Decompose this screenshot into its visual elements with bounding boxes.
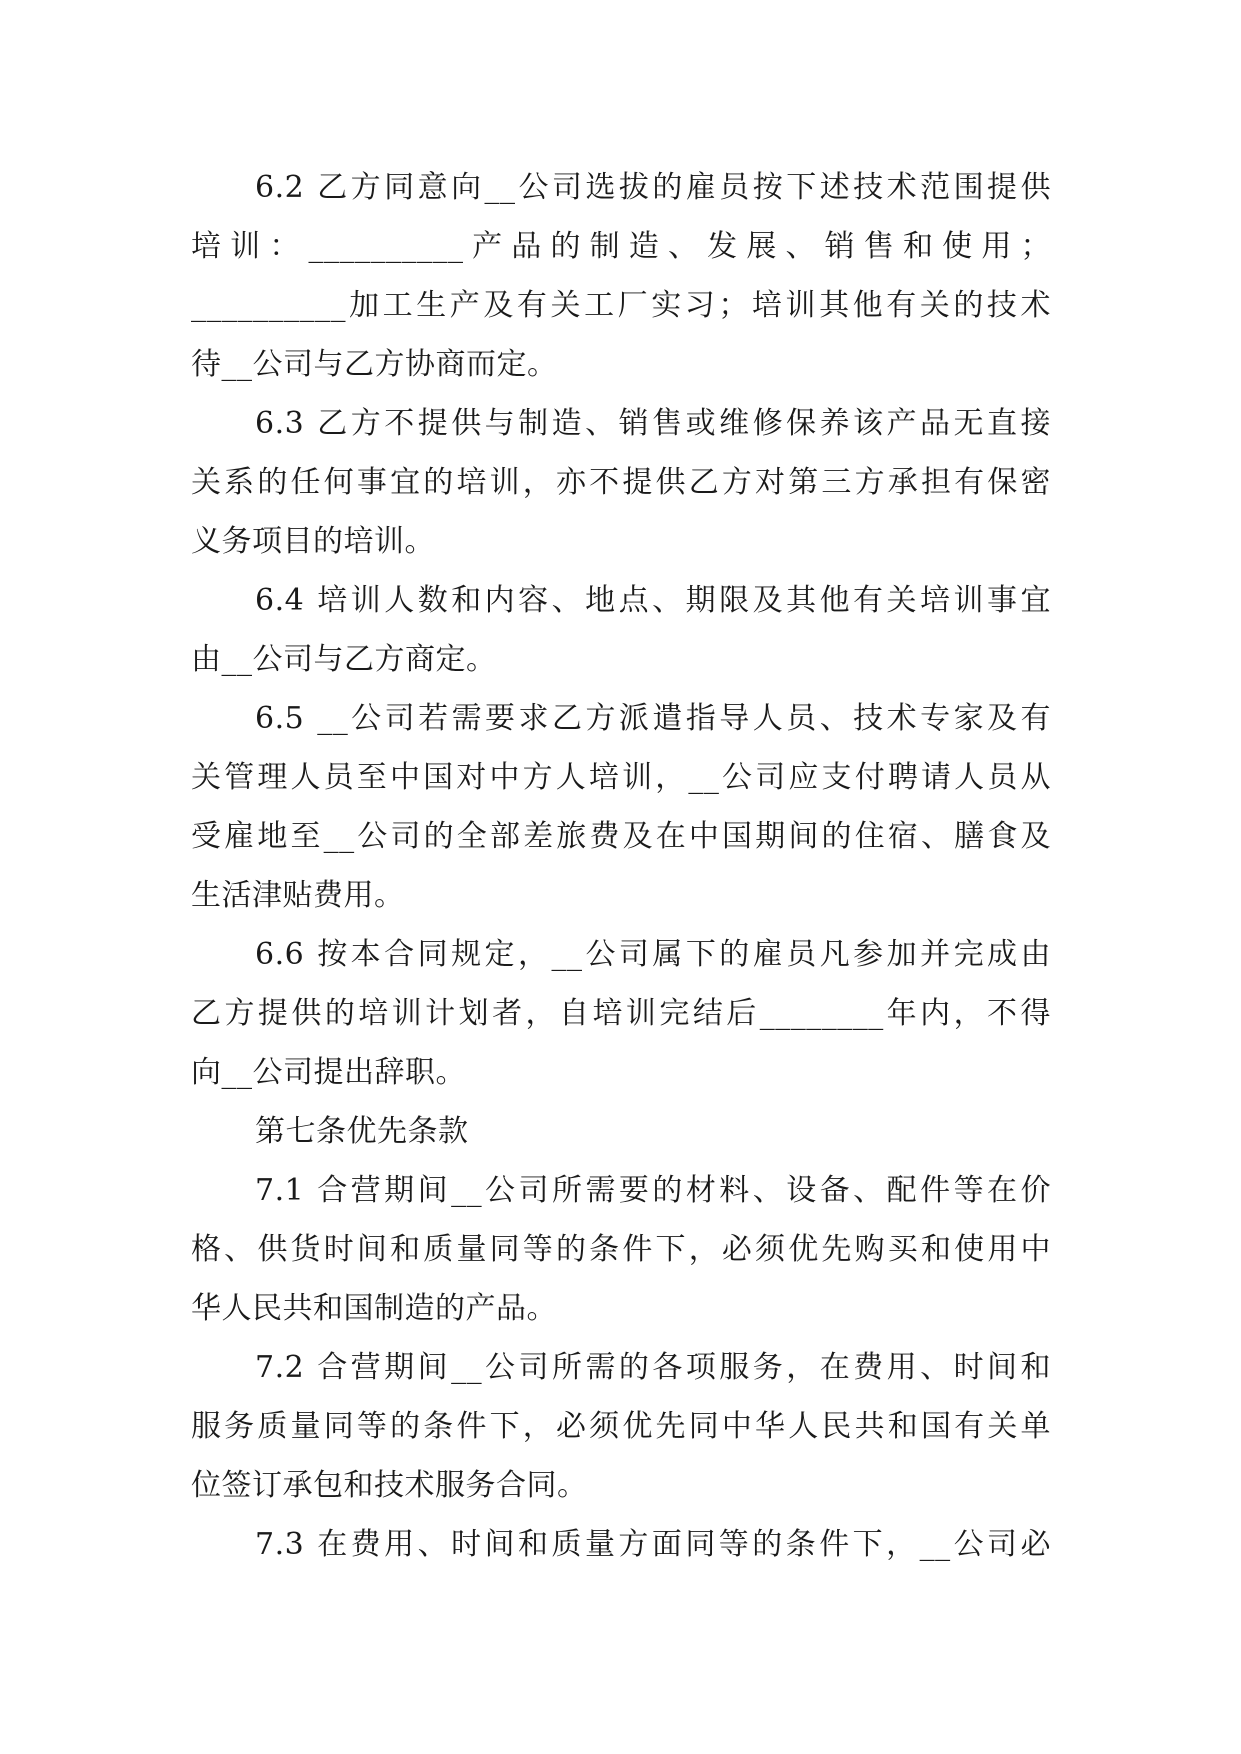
text-line: 6.2 乙方同意向__公司选拔的雇员按下述技术范围提供 — [255, 170, 1051, 205]
text-line: 义务项目的培训。 — [191, 524, 435, 559]
text-line: 由__公司与乙方商定。 — [191, 642, 497, 677]
text-line: __________加工生产及有关工厂实习；培训其他有关的技术 — [191, 288, 1051, 323]
text-line: 培训：__________产品的制造、发展、销售和使用； — [191, 229, 1051, 264]
text-line: 位签订承包和技术服务合同。 — [191, 1468, 588, 1503]
text-line: 7.3 在费用、时间和质量方面同等的条件下，__公司必 — [255, 1527, 1051, 1562]
text-line: 6.5 __公司若需要求乙方派遣指导人员、技术专家及有 — [255, 701, 1051, 736]
contract-text — [191, 158, 1051, 1574]
text-line: 生活津贴费用。 — [191, 878, 405, 913]
text-line: 关管理人员至中国对中方人培训，__公司应支付聘请人员从 — [191, 760, 1051, 795]
text-line: 6.6 按本合同规定，__公司属下的雇员凡参加并完成由 — [255, 937, 1051, 972]
text-line: 向__公司提出辞职。 — [191, 1055, 466, 1090]
text-line: 关系的任何事宜的培训，亦不提供乙方对第三方承担有保密 — [191, 465, 1051, 500]
text-line: 格、供货时间和质量同等的条件下，必须优先购买和使用中 — [191, 1232, 1051, 1267]
text-line: 6.4 培训人数和内容、地点、期限及其他有关培训事宜 — [255, 583, 1051, 618]
text-line: 6.3 乙方不提供与制造、销售或维修保养该产品无直接 — [255, 406, 1051, 441]
text-line: 待__公司与乙方协商而定。 — [191, 347, 558, 382]
text-line: 华人民共和国制造的产品。 — [191, 1291, 557, 1326]
text-line: 乙方提供的培训计划者，自培训完结后________年内，不得 — [191, 996, 1051, 1031]
text-line: 7.1 合营期间__公司所需要的材料、设备、配件等在价 — [255, 1173, 1051, 1208]
text-line: 受雇地至__公司的全部差旅费及在中国期间的住宿、膳食及 — [191, 819, 1051, 854]
text-line: 7.2 合营期间__公司所需的各项服务，在费用、时间和 — [255, 1350, 1051, 1385]
text-line: 服务质量同等的条件下，必须优先同中华人民共和国有关单 — [191, 1409, 1051, 1444]
section-heading: 第七条优先条款 — [255, 1114, 469, 1149]
